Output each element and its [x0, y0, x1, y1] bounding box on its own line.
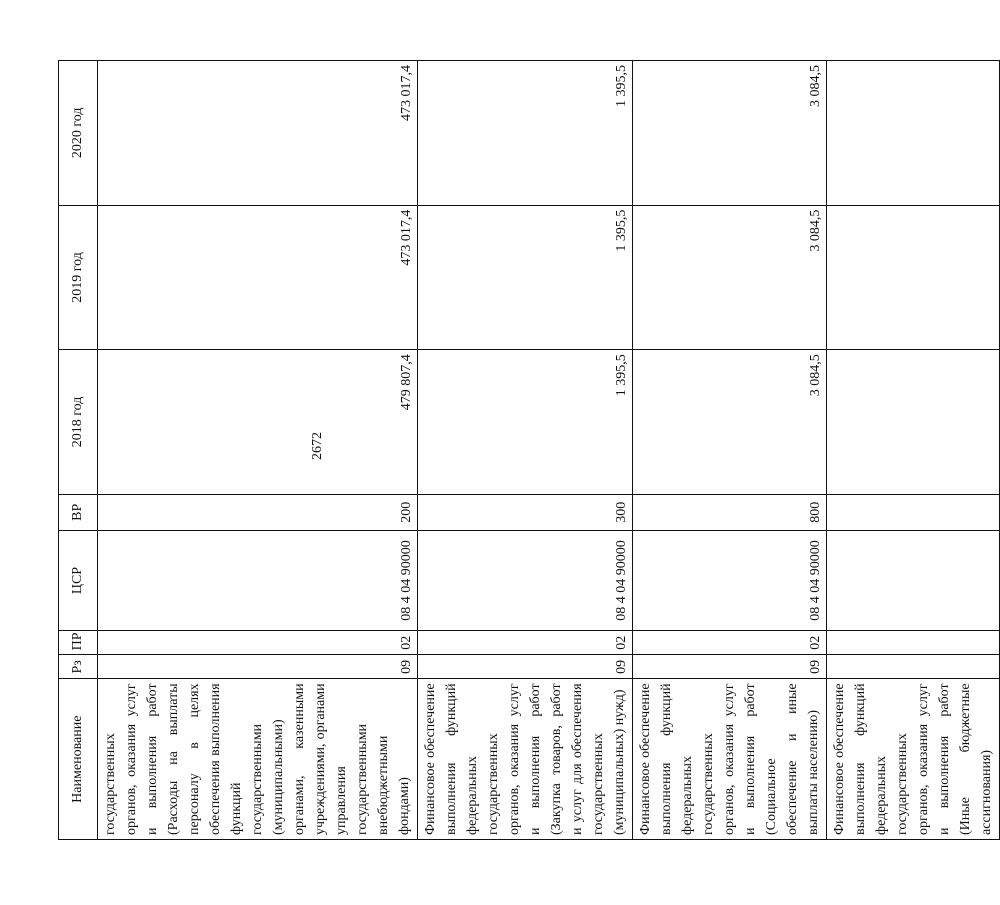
- row-csr: 08 4 04 90000: [418, 530, 633, 630]
- row-pr: [827, 631, 1000, 655]
- header-pr: ПР: [59, 631, 98, 655]
- row-value-2019: 1 395,5: [418, 205, 633, 350]
- header-name: Наименование: [59, 679, 98, 840]
- row-vr: 800: [633, 494, 827, 530]
- table-header-row: [59, 61, 98, 840]
- row-value-2019: 473 017,4: [98, 205, 418, 350]
- rotated-table-frame: [58, 60, 994, 840]
- row-value-2020: 1 395,5: [418, 61, 633, 206]
- row-value-2018: [827, 350, 1000, 495]
- table-row: [98, 61, 418, 840]
- row-csr: [827, 530, 1000, 630]
- row-vr: 200: [98, 494, 418, 530]
- row-name: Финансовое обеспечение выполнения функций федеральных государственных органов, оказания услуг и выполнения работ (Закупка товаров, работ и услуг для обеспечения государственных (муниципальных) нужд): [418, 679, 633, 840]
- header-csr: ЦСР: [59, 530, 98, 630]
- table-row: [633, 61, 827, 840]
- row-name: государственных органов, оказания услуг и выполнения работ (Расходы на выплаты персоналу в целях обеспечения выполнения функций государственными (муниципальными) органами, казенными учреждениями, органами управления государственными внебюджетными фондами): [98, 679, 418, 840]
- row-name: Финансовое обеспечение выполнения функций федеральных государственных органов, оказания услуг и выполнения работ (Социальное обеспечение и иные выплаты населению): [633, 679, 827, 840]
- budget-table: [58, 60, 1000, 840]
- row-value-2019: 3 084,5: [633, 205, 827, 350]
- row-pr: 02: [633, 631, 827, 655]
- row-value-2018: 1 395,5: [418, 350, 633, 495]
- header-2019: 2019 год: [59, 205, 98, 350]
- row-value-2018: 479 807,4: [98, 350, 418, 495]
- row-vr: [827, 494, 1000, 530]
- row-value-2019: [827, 205, 1000, 350]
- table-row: [827, 61, 1000, 840]
- row-pr: 02: [98, 631, 418, 655]
- row-rz: [827, 655, 1000, 679]
- row-csr: 08 4 04 90000: [633, 530, 827, 630]
- row-value-2020: [827, 61, 1000, 206]
- row-value-2020: 473 017,4: [98, 61, 418, 206]
- page-number: 2672: [310, 432, 325, 460]
- row-pr: 02: [418, 631, 633, 655]
- row-name: Финансовое обеспечение выполнения функций федеральных государственных органов, оказания услуг и выполнения работ (Иные бюджетные ассигнования): [827, 679, 1000, 840]
- row-rz: 09: [418, 655, 633, 679]
- row-value-2018: 3 084,5: [633, 350, 827, 495]
- table-row: [418, 61, 633, 840]
- row-vr: 300: [418, 494, 633, 530]
- header-vr: ВР: [59, 494, 98, 530]
- header-2018: 2018 год: [59, 350, 98, 495]
- header-2020: 2020 год: [59, 61, 98, 206]
- row-rz: 09: [98, 655, 418, 679]
- row-csr: 08 4 04 90000: [98, 530, 418, 630]
- row-value-2020: 3 084,5: [633, 61, 827, 206]
- row-rz: 09: [633, 655, 827, 679]
- header-rz: Рз: [59, 655, 98, 679]
